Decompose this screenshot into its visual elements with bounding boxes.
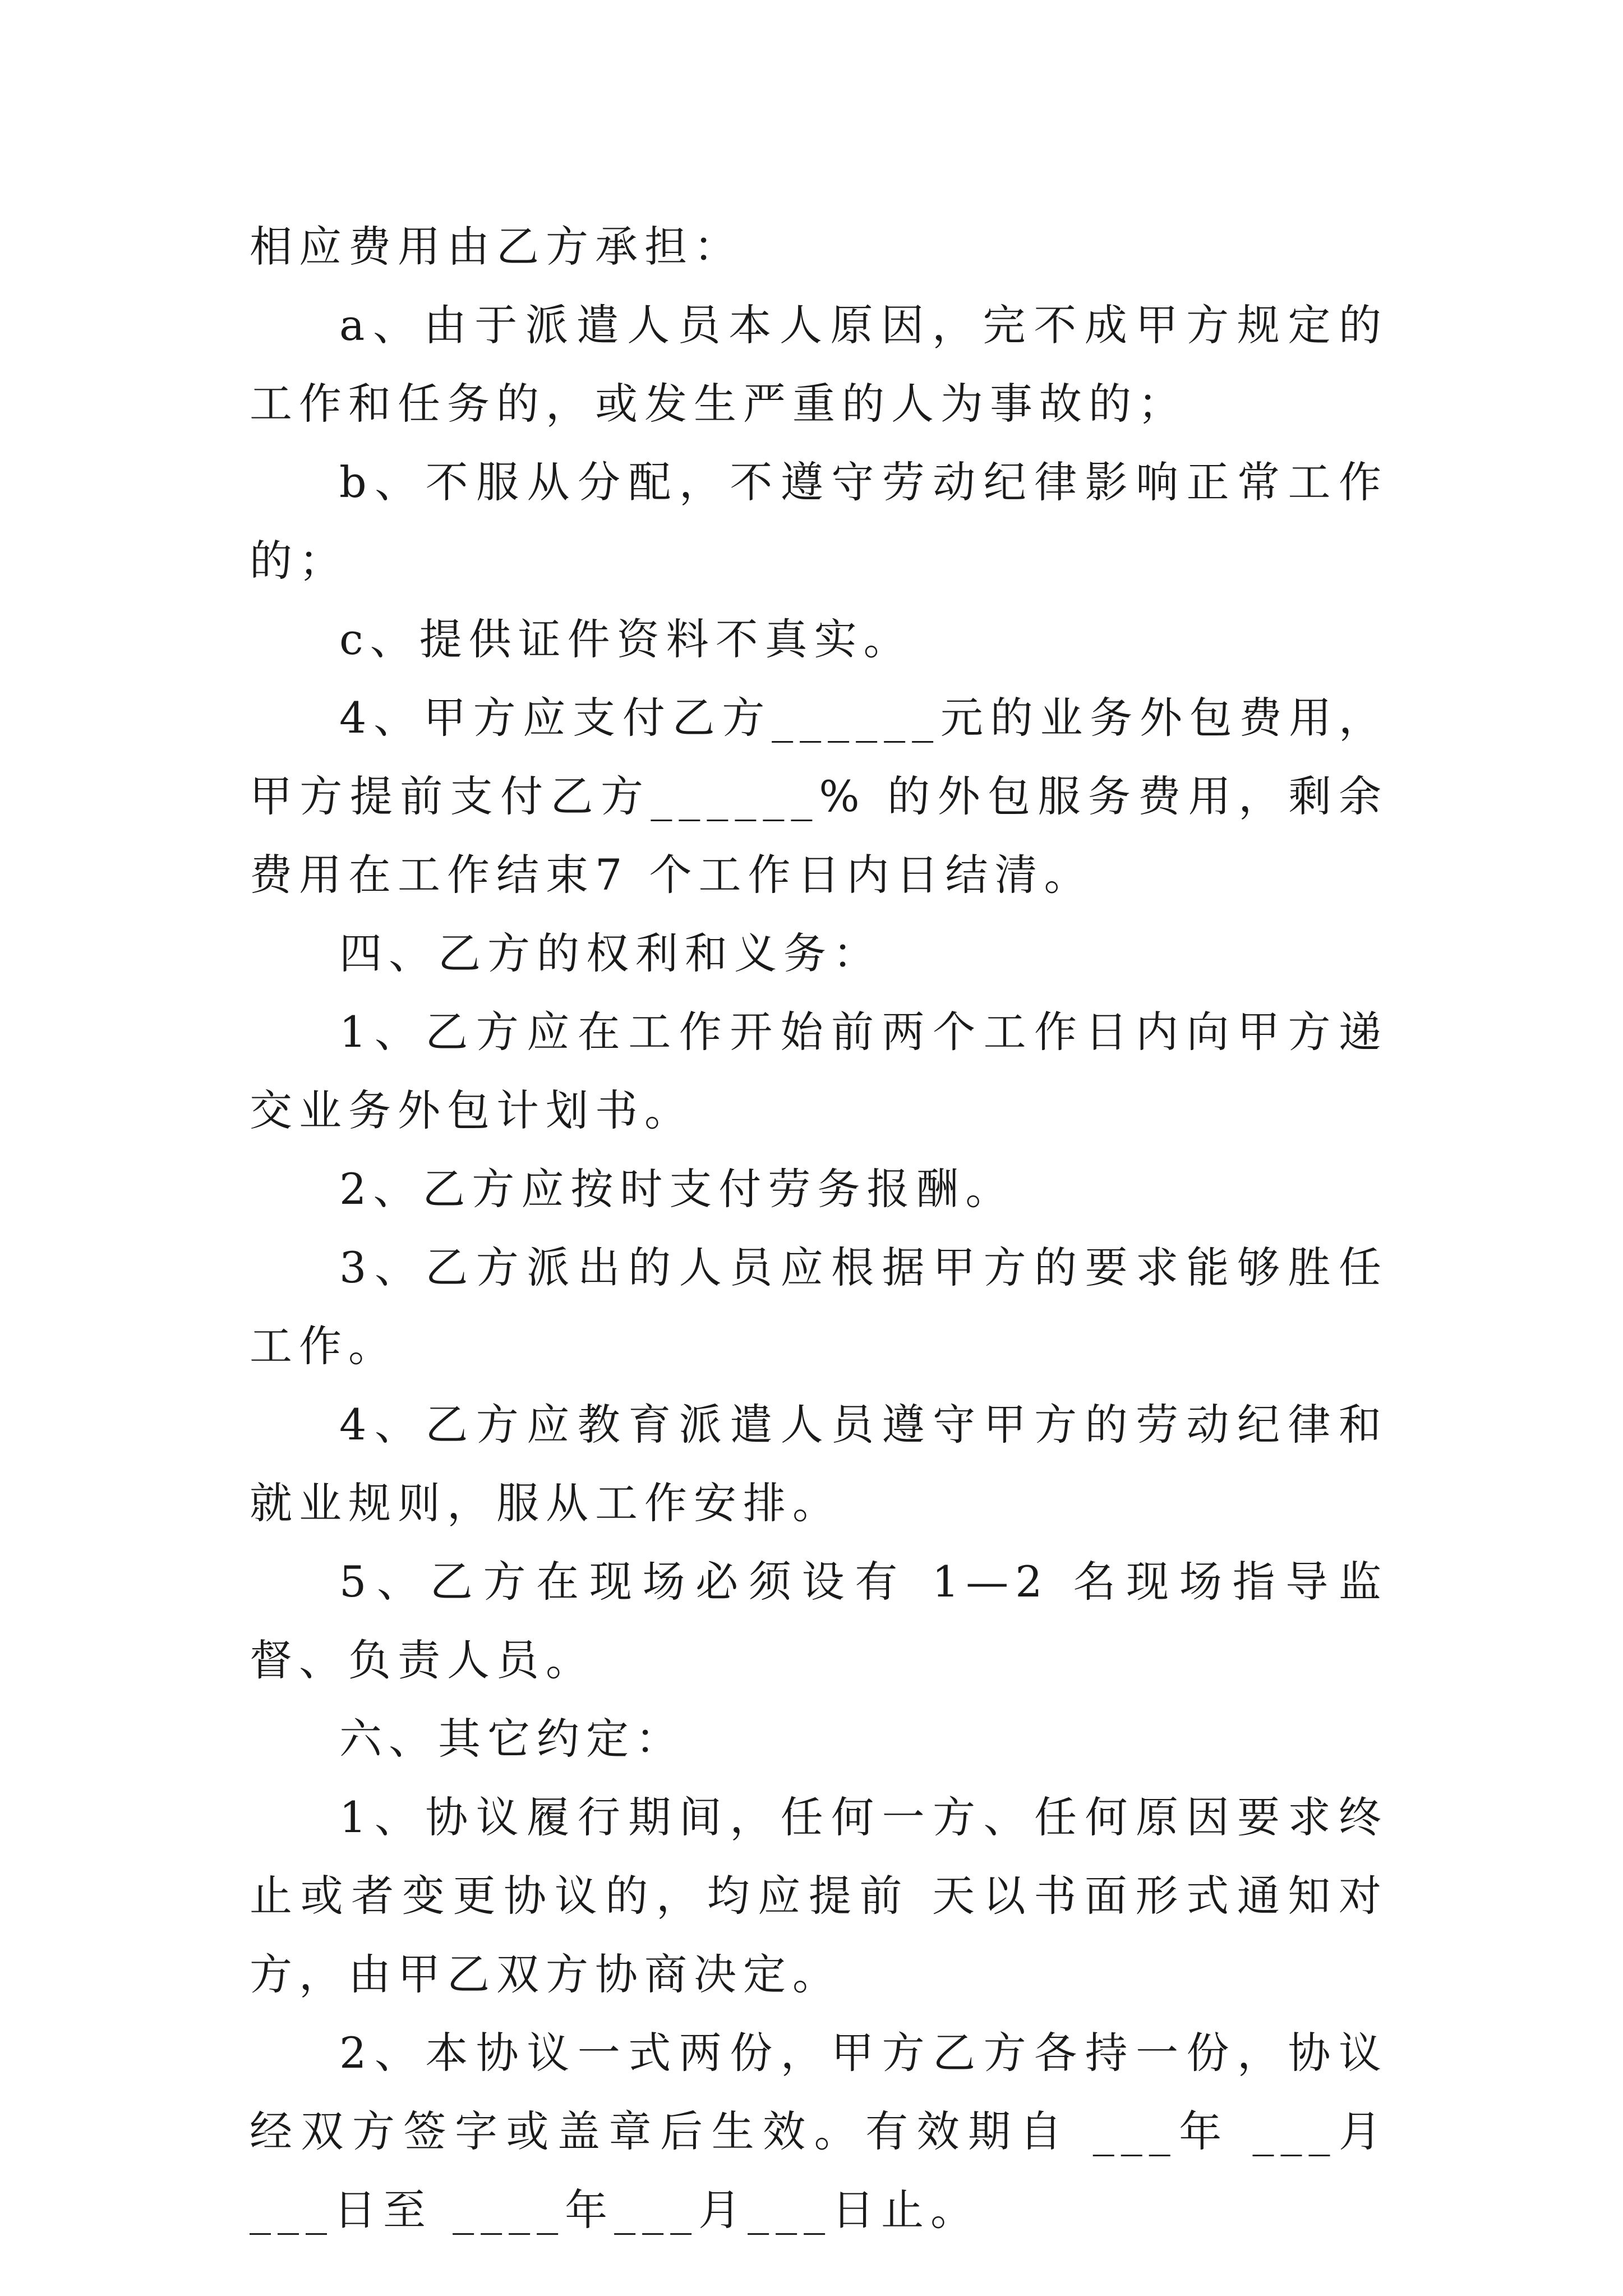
paragraph-14: 2、本协议一式两份，甲方乙方各持一份，协议经双方签字或盖章后生效。有效期自 ___年 ___月 ___日至 ____年___月___日止。 — [250, 2028, 1409, 2235]
paragraph-11: 5、乙方在现场必须设有 1—2 名现场指导监督、负责人员。 — [250, 1557, 1388, 1685]
paragraph-2: a、由于派遣人员本人原因，完不成甲方规定的工作和任务的，或发生严重的人为事故的； — [250, 300, 1388, 429]
paragraph-4: c、提供证件资料不真实。 — [339, 614, 913, 664]
paragraph-8: 2、乙方应按时支付劳务报酬。 — [339, 1164, 1015, 1214]
section-heading-4: 四、乙方的权利和义务： — [339, 928, 882, 978]
paragraph-10: 4、乙方应教育派遣人员遵守甲方的劳动纪律和就业规则，服从工作安排。 — [250, 1400, 1388, 1528]
paragraph-13: 1、协议履行期间，任何一方、任何原因要求终止或者变更协议的，均应提前 天以书面形式通知对方，由甲乙双方协商决定。 — [250, 1792, 1388, 1999]
document-body — [250, 208, 1409, 2249]
paragraph-7: 1、乙方应在工作开始前两个工作日内向甲方递交业务外包计划书。 — [250, 1007, 1388, 1135]
paragraph-5: 4、甲方应支付乙方______元的业务外包费用，甲方提前支付乙方______% 的外包服务费用，剩余费用在工作结束7 个工作日内日结清。 — [250, 693, 1388, 900]
paragraph-9: 3、乙方派出的人员应根据甲方的要求能够胜任工作。 — [250, 1243, 1388, 1371]
paragraph-1: 相应费用由乙方承担： — [250, 222, 743, 272]
paragraph-3: b、不服从分配，不遵守劳动纪律影响正常工作的； — [250, 457, 1388, 586]
section-heading-6: 六、其它约定： — [339, 1714, 685, 1764]
